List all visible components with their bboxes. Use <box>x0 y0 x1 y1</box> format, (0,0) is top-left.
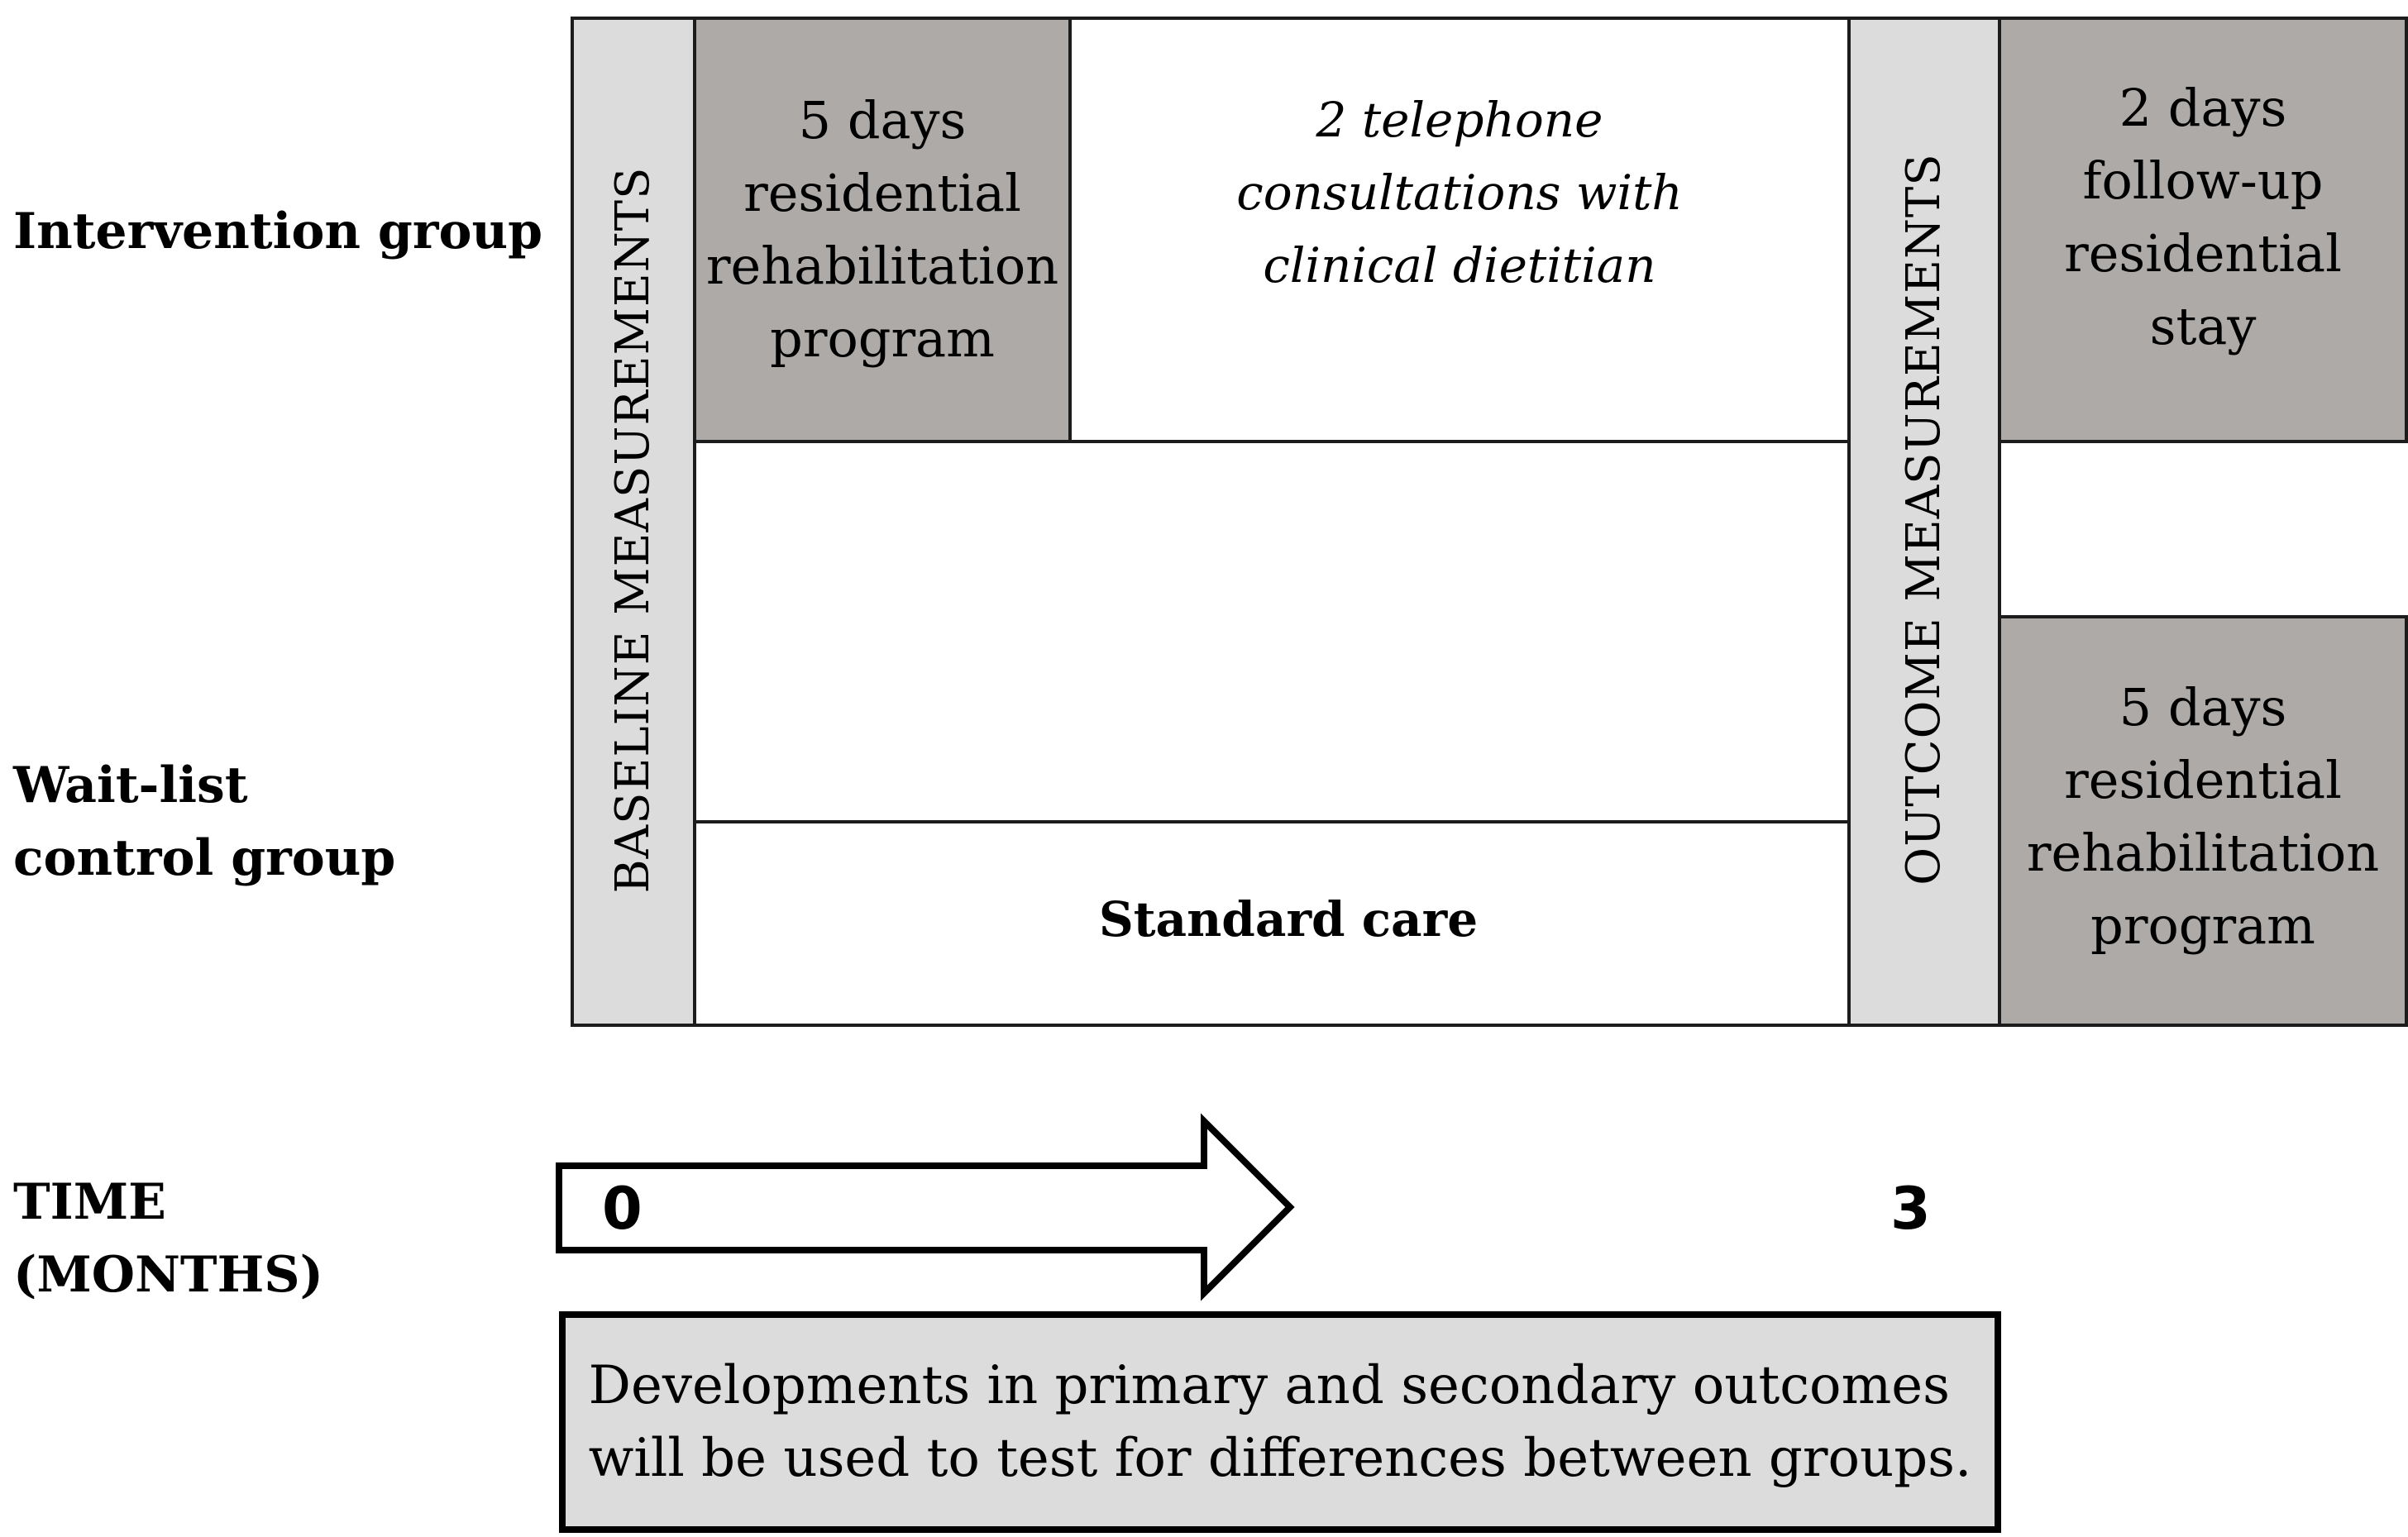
intervention-residential-text: 5 days residential rehabilitation program <box>705 90 1059 369</box>
control-residential-box <box>1998 615 2408 1027</box>
telephone-consultations-text: 2 telephone consultations with clinical dietitian <box>1236 92 1683 294</box>
timeline-start-label: 0 <box>602 1175 643 1243</box>
control-residential-text: 5 days residential rehabilitation program <box>2026 677 2380 956</box>
follow-up-stay-text: 2 days follow-up residential stay <box>2064 78 2342 356</box>
intervention-group-label: Intervention group <box>13 203 543 260</box>
intervention-residential-box <box>693 17 1072 443</box>
timeline-arrow-shape <box>559 1121 1290 1293</box>
analysis-note-box <box>559 1311 2001 1533</box>
standard-care-box <box>693 820 1851 1027</box>
follow-up-stay-box <box>1998 17 2408 443</box>
timeline-arrow <box>546 1108 1307 1323</box>
time-axis-label: TIME (MONTHS) <box>13 1173 323 1304</box>
outcome-measurements-label: OUTCOME MEASUREMENTS <box>1897 153 1951 885</box>
telephone-consultations-box <box>1068 17 1851 443</box>
analysis-note-text: Developments in primary and secondary outcomes will be used to test for differences between groups. <box>588 1355 1972 1489</box>
baseline-measurements-label: BASELINE MEASUREMENTS <box>606 166 660 894</box>
timeline-end-label: 3 <box>1890 1175 1931 1243</box>
control-group-label: Wait-list control group <box>13 757 396 887</box>
standard-care-text: Standard care <box>1098 891 1479 947</box>
empty-interval-box <box>693 440 1851 823</box>
